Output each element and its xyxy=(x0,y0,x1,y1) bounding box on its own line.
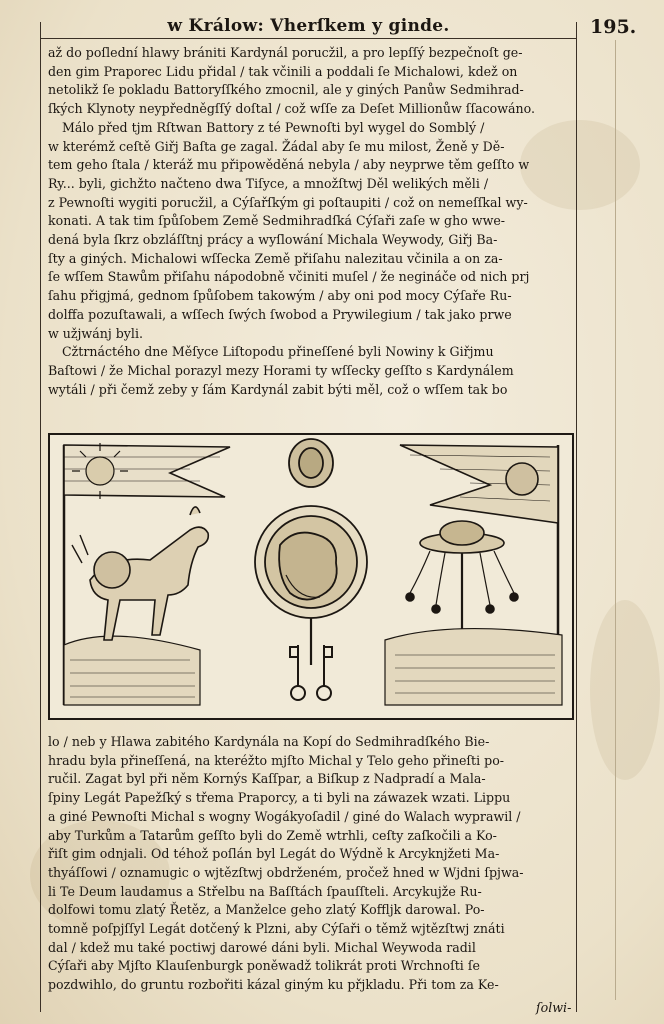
header-rule xyxy=(40,38,577,39)
text-line: tomně poſpjſſyl Legát dotčený k Plzni, aby Cýſaři o těmž wjtězſtwj znáti xyxy=(48,921,505,937)
portrait-medallion xyxy=(255,439,367,665)
text-line: aby Turkům a Tatarům geſſto byli do Země wtrhli, ceſty zaſkočili a Ko- xyxy=(48,827,497,843)
text-line: tem geho ſtala / kteráž mu připowěděná nebyla / aby neyprwe těm geſſto w xyxy=(48,157,530,173)
text-line: w kterémž ceſtě Giřj Baſta ge zagal. Žádal aby ſe mu milost, Ženě y Dě- xyxy=(48,138,505,154)
text-line: dená byla ſkrz obzláſſtnj prácy a wyſlowání Michala Weywody, Giřj Ba- xyxy=(48,232,498,248)
text-line: netolikž ſe pokladu Battoryſſkého zmocnil, ale y giných Panůw Sedmihrad- xyxy=(48,82,524,98)
text-line: Ry... byli, gichžto načteno dwa Tiſyce, a množſtwj Děl welikých měli / xyxy=(48,175,489,191)
text-line: dal / kdež mu také poctiwj darowé dáni byli. Michal Weywoda radil xyxy=(48,939,476,955)
right-hill xyxy=(385,629,562,705)
text-line: z Pewnoſti wygiti porucžil, a Cýſařſkým gi poſtaupiti / což on nemeſſkal wy- xyxy=(48,194,528,210)
text-line: pozdwihlo, do gruntu rozbořiti kázal giným ku přjkladu. Při tom za Ke- xyxy=(48,977,499,993)
paper-stain xyxy=(590,600,660,780)
text-line: až do poſlední hlawy brániti Kardynál porucžil, a pro lepſſý bezpečnoſt ge- xyxy=(48,45,523,60)
text-line: hradu byla přineſſená, na kteréžto mjſto Michal y Telo geho přineſti po- xyxy=(48,752,505,768)
text-line: ručil. Zagat byl při něm Kornýs Kaſſpar, a Biſkup z Nadpradí a Mala- xyxy=(48,771,486,787)
text-line: Baſtowi / že Michal porazyl mezy Horami ty wſſecky geſſto s Kardynálem xyxy=(48,362,514,378)
text-line: wytáli / při čemž zeby y ſám Kardynál zabit býti měl, což o wſſem tak bo xyxy=(48,381,508,397)
right-frame-rule xyxy=(576,22,577,1012)
text-line: den gim Praporec Lidu přidal / tak včinili a poddali ſe Michalowi, kdež on xyxy=(48,63,518,79)
text-line: ſe wſſem Stawům přiſahu nápodobně včiniti muſel / že negináče od nich prj xyxy=(48,269,530,285)
text-line: li Te Deum laudamus a Střelbu na Baſſtách ſpauſſteli. Arcykujže Ru- xyxy=(48,883,482,899)
text-line: ſahu přigjmá, gednom ſpůſobem takowým / aby oni pod mocy Cýſaře Ru- xyxy=(48,288,512,304)
text-line: lo / neb y Hlawa zabitého Kardynála na Kopí do Sedmihradſkého Bie- xyxy=(48,734,490,749)
left-hill xyxy=(64,636,200,705)
text-line: Cžtrnáctého dne Měſyce Liſtopodu přineſſené byli Nowiny k Giřjmu xyxy=(62,344,494,360)
text-line: thyáſſowi / oznamugic o wjtězſtwj obdrženém, pročež hned w Wjdni ſpjwa- xyxy=(48,864,524,880)
upper-text-block xyxy=(48,44,570,399)
text-line: Málo před tjm Rſtwan Battory z té Pewnoſti byl wygel do Somblý / xyxy=(62,119,485,135)
text-line: Cýſaři aby Mjſto Klauſenburgk poněwadž tolikrát proti Wrchnoſti ſe xyxy=(48,958,480,974)
cardinal-hat-icon xyxy=(406,521,518,630)
text-line: w užjwánj byli. xyxy=(48,325,143,341)
horse-figure xyxy=(72,507,208,640)
left-frame-rule xyxy=(40,22,41,1012)
page-number: 195. xyxy=(590,16,637,38)
margin-rule xyxy=(615,40,616,1000)
woodcut-drawing xyxy=(50,435,572,718)
text-line: dolffa pozuſtawali, a wſſech ſwých ſwobod a Prywilegium / tak jako prwe xyxy=(48,306,512,322)
text-line: ſty a giných. Michalowi wſſecka Země přiſahu nalezitau včinila a on za- xyxy=(48,250,503,266)
text-line: řiſt gim odnjali. Od téhož poſlán byl Legát do Wýdně k Arcyknjžeti Ma- xyxy=(48,846,500,862)
text-line: a giné Pewnoſti Michal s wogny Wogákyoſadil / giné do Walach wyprawil / xyxy=(48,808,521,824)
running-head: w Králow: Vherſkem y ginde. xyxy=(167,16,450,36)
woodcut-illustration xyxy=(48,433,574,720)
text-line: ſkých Klynoty neypředněgſſý doſtal / což wſſe za Deſet Millionůw ſſacowáno. xyxy=(48,101,536,117)
text-line: konati. A tak tim ſpůſobem Země Sedmihradſká Cýſaři zaſe w gho wwe- xyxy=(48,213,506,229)
lower-text-block xyxy=(48,733,570,995)
text-line: ſpiny Legát Papežſký s třema Praporcy, a ti byli na záwazek wzati. Lippu xyxy=(48,790,511,806)
catch-word: ſolwi- xyxy=(536,1000,572,1015)
text-line: dolfowi tomu zlatý Řetěz, a Manželce geho zlatý Koffljk darowal. Po- xyxy=(48,902,485,918)
